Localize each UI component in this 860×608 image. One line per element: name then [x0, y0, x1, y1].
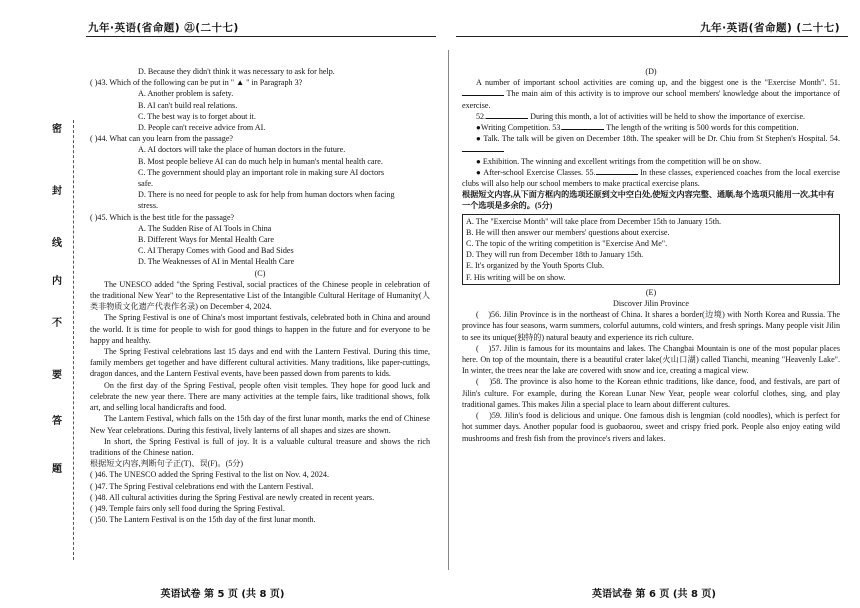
instruction-text: 根据短文内容,判断句子正(T)、误(F)。(5分)	[90, 459, 244, 469]
passage-text: A number of important school activities are coming up, and the biggest one is the "Exercise Month". 51.	[476, 78, 840, 88]
answer-option: A. The Sudden Rise of AI Tools in China	[138, 223, 272, 233]
answer-option: B. Different Ways for Mental Health Care	[138, 235, 274, 245]
seal-dashed-line	[73, 120, 74, 560]
answer-option: safe.	[138, 179, 154, 189]
passage-text: )57. Jilin is famous for its mountains and lakes. The Changbai Mountain is one of the most popular places here. On top of the mountain, there is a beautiful crater lake(火山口湖) called Tianchi, meaning "Heavenly Lake". In winter, the trees near the lake are covered with snow and ice, creating a magical view.	[462, 343, 840, 376]
option-item: C. The topic of the writing competition is "Exercise And Me".	[466, 239, 668, 249]
passage-d-paragraph	[462, 111, 840, 122]
instruction-text: 根据短文内容,从下面方框内的选项还原到文中空白处,使短文内容完整、通顺,每个选项只能用一次,其中有一个选项是多余的。(5分)	[462, 190, 835, 211]
answer-option: A. Another problem is safety.	[138, 89, 234, 99]
question-line[interactable]: ( )48. All cultural activities during the Spring Festival are newly created in recent years.	[90, 492, 375, 502]
seal-char: 封	[52, 186, 62, 197]
option-item: B. He will then answer our members' questions about exercise.	[466, 227, 670, 237]
answer-paren[interactable]: (	[476, 343, 489, 353]
passage-text: )58. The province is also home to the Korean ethnic traditions, like dance, food, and festivals, are part of Jilin's culture. For example, during the Korean Lunar New Year, people wear colorful clothes, sing, and play traditional games. This makes Jilin a special place to learn about different cultures.	[462, 377, 840, 409]
passage-c-paragraph: The Spring Festival is one of China's most important festivals, celebrated both in China and around the world. It is time for people to wish for good things to happen in the future and for everyone to be happy and healthy.	[90, 313, 430, 345]
answer-blank-54[interactable]	[462, 144, 504, 152]
left-page-footer: 英语试卷 第 5 页 (共 8 页)	[160, 589, 285, 600]
section-d-heading: (D)	[645, 67, 657, 76]
options-box	[462, 214, 840, 285]
answer-blank-51[interactable]	[462, 88, 504, 96]
passage-text: The main aim of this activity is to improve our school members' knowledge about the importance of exercise.	[462, 89, 840, 110]
passage-text: )56. Jilin Province is in the northeast of China. It shares a border(边境) with North Korea and Russia. The province has four seasons, warm summers, colorful autumns, cold winters, and fresh springs. Many people visit Jilin to see its unique(独特的) natural beauty and experience its rich culture.	[462, 310, 840, 342]
section-e-heading: (E)	[645, 287, 657, 297]
right-page-header: 九年·英语(省命题) (二十七)	[700, 22, 840, 34]
answer-paren[interactable]: (	[476, 310, 489, 320]
option-item: F. His writing will be on show.	[466, 272, 566, 282]
question-line[interactable]: ( )45. Which is the best title for the passage?	[90, 212, 235, 222]
passage-c-paragraph: The UNESCO added "the Spring Festival, social practices of the Chinese people in celebration of the traditional New Year" to the Representative List of the Intangible Cultural Heritage of Humanity(人类非物质文化遗产代表作名录) on December 4, 2024.	[90, 279, 430, 312]
option-item: D. They will run from December 18th to January 15th.	[466, 250, 644, 260]
answer-option: D. Because they didn't think it was necessary to ask for help.	[138, 67, 335, 76]
seal-char: 不	[52, 318, 62, 329]
answer-option: C. The government should play an important role in making sure AI doctors	[138, 167, 384, 177]
section-c-heading: (C)	[254, 268, 266, 278]
seal-char: 题	[52, 464, 62, 475]
question-line[interactable]: ( )47. The Spring Festival celebrations end with the Lantern Festival.	[90, 481, 314, 491]
passage-text: ● After-school Exercise Classes. 55.	[476, 167, 596, 177]
passage-d-paragraph	[462, 77, 840, 111]
question-line[interactable]: ( )50. The Lantern Festival is on the 15th day of the first lunar month.	[90, 515, 316, 525]
passage-c-paragraph: On the first day of the Spring Festival, people often visit temples. They hope for good luck and celebrate the new year there. There are many activities at the temple fairs, like traditional shows, folk art, and selling local handicrafts and food.	[90, 380, 430, 413]
passage-text: The length of the writing is 500 words for this competition.	[606, 123, 799, 133]
answer-paren[interactable]: (	[476, 377, 490, 387]
passage-text: During this month, a lot of activities will be held to show the importance of exercise.	[530, 111, 806, 121]
answer-blank-53[interactable]	[562, 122, 604, 130]
passage-e-paragraph	[462, 343, 840, 377]
answer-option: B. Most people believe AI can do much help in human's mental health care.	[138, 156, 383, 166]
left-page-content	[90, 66, 430, 525]
left-header-rule	[86, 36, 436, 37]
question-line[interactable]: ( )44. What can you learn from the passage?	[90, 134, 234, 144]
passage-d-paragraph	[462, 122, 840, 133]
passage-text: )59. Jilin's food is delicious and unique. One famous dish is lengmian (cold noodles), which is perfect for hot summer days. Another popular food is guobaorou, sweet and crispy fried pork. People also enjoy eating wild mushrooms and fresh fish from the province's rivers and lakes.	[462, 411, 840, 443]
answer-option: B. AI can't build real relations.	[138, 100, 238, 110]
seal-char: 密	[52, 124, 62, 135]
answer-paren[interactable]: (	[476, 411, 490, 421]
question-line[interactable]: ( )49. Temple fairs only sell food during the Spring Festival.	[90, 503, 285, 513]
passage-d-paragraph: ● Exhibition. The winning and excellent writings from the competition will be on show.	[476, 156, 761, 166]
passage-c-paragraph: In short, the Spring Festival is full of joy. It is a valuable cultural treasure and shows the rich traditions of the Chinese nation.	[90, 436, 430, 457]
passage-c-paragraph: The Spring Festival celebrations last 15 days and end with the Lantern Festival. During this time, family members get together and have different cultural activities. Many traditions, like paper-cuttings, dragon dances, and the Lantern Festival events, have been passed down from parents to kids.	[90, 347, 430, 379]
answer-blank-55[interactable]	[596, 167, 638, 175]
passage-text: 52.	[476, 111, 487, 121]
question-line[interactable]: ( )46. The UNESCO added the Spring Festival to the list on Nov. 4, 2024.	[90, 470, 329, 480]
seal-char: 要	[52, 370, 62, 381]
option-item: E. It's organized by the Youth Sports Club.	[466, 261, 605, 271]
passage-d-paragraph	[462, 167, 840, 189]
left-page-header: 九年·英语(省命题) ㉑(二十七)	[88, 22, 239, 34]
passage-text: ●Writing Competition. 53.	[476, 123, 563, 133]
answer-option: C. AI Therapy Comes with Good and Bad Sides	[138, 246, 294, 256]
passage-d-paragraph	[462, 133, 840, 155]
seal-char: 内	[52, 276, 62, 287]
passage-text: ● Talk. The talk will be given on December 18th. The speaker will be Dr. Chiu from St Stephen's Hospital. 54.	[476, 134, 840, 144]
right-header-rule	[456, 36, 848, 37]
answer-option: D. The Weaknesses of AI in Mental Health Care	[138, 257, 295, 267]
passage-e-paragraph	[462, 376, 840, 410]
seal-char: 答	[52, 416, 62, 427]
answer-option: C. The best way is to forget about it.	[138, 111, 256, 121]
option-item: A. The "Exercise Month" will take place from December 15th to January 15th.	[466, 216, 722, 226]
right-page-content	[462, 66, 840, 444]
answer-option: D. People can't receive advice from AI.	[138, 123, 266, 133]
passage-c-paragraph: The Lantern Festival, which falls on the 15th day of the first lunar month, marks the end of Chinese New Year celebrations. During this festival, lively lanterns of all shapes and sizes are shown.	[90, 414, 430, 435]
passage-e-title: Discover Jilin Province	[613, 299, 689, 309]
answer-option: D. There is no need for people to ask for help from human doctors when facing	[138, 190, 395, 200]
answer-blank-52[interactable]	[486, 111, 528, 119]
seal-char: 线	[52, 238, 62, 249]
passage-text: In these classes, experienced coaches from the local exercise clubs will also help our school members to make practical exercise plans.	[462, 167, 840, 189]
answer-option: stress.	[138, 201, 159, 211]
question-line[interactable]: ( )43. Which of the following can be put in " ▲ " in Paragraph 3?	[90, 78, 303, 88]
answer-option: A. AI doctors will take the place of human doctors in the future.	[138, 145, 346, 155]
passage-e-paragraph	[462, 309, 840, 343]
passage-e-paragraph	[462, 410, 840, 444]
right-page-footer: 英语试卷 第 6 页 (共 8 页)	[592, 589, 716, 600]
